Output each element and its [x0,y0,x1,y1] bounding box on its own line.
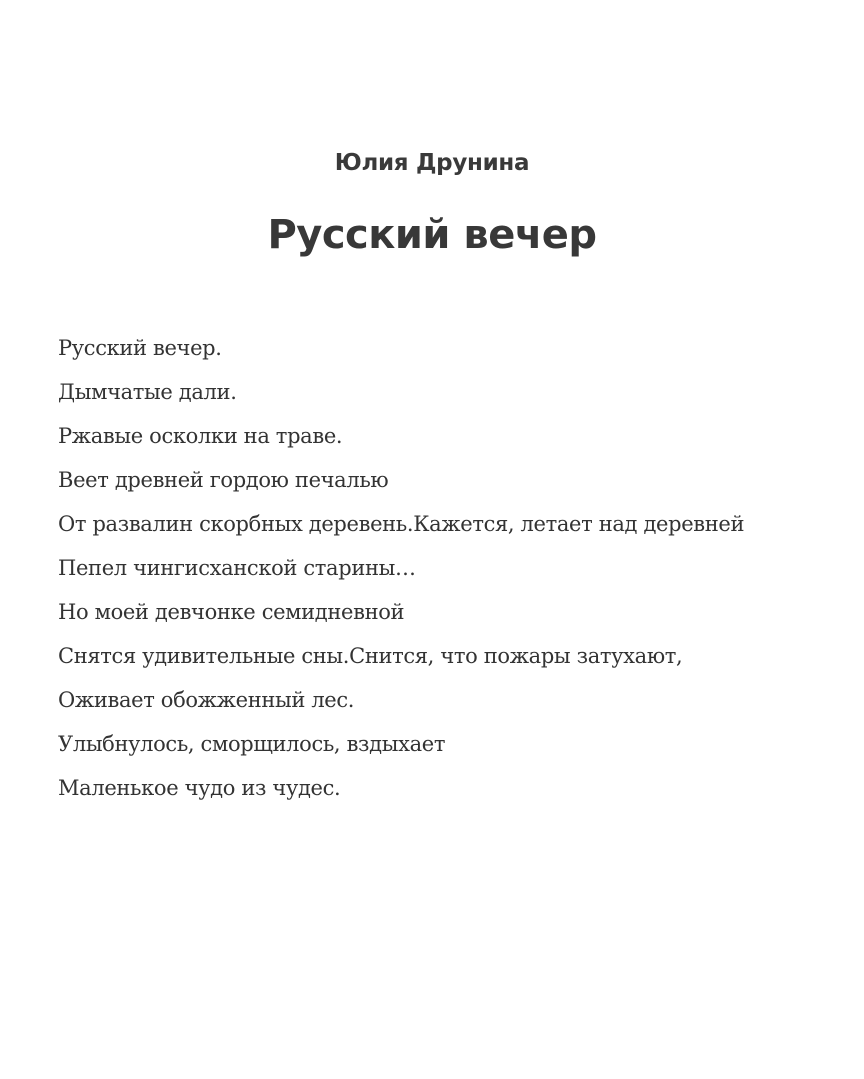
poem-line: Улыбнулось, сморщилось, вздыхает [58,732,446,756]
poem-line: Маленькое чудо из чудес. [58,776,341,800]
author-name: Юлия Друнина [334,150,530,176]
poem-line: Веет древней гордою печалью [58,468,389,492]
poem-line: Оживает обожженный лес. [58,688,355,712]
poem-line: Дымчатые дали. [58,380,237,404]
poem-title: Русский вечер [267,212,597,258]
poem-body [58,326,858,810]
poem-line: От развалин скорбных деревень.Кажется, летает над деревней [58,512,745,536]
poem-line: Но моей девчонке семидневной [58,600,405,624]
poem-line: Русский вечер. [58,336,222,360]
poem-line: Пепел чингисханской старины… [58,556,416,580]
poem-line: Ржавые осколки на траве. [58,424,343,448]
poem-line: Снятся удивительные сны.Снится, что пожары затухают, [58,644,683,668]
